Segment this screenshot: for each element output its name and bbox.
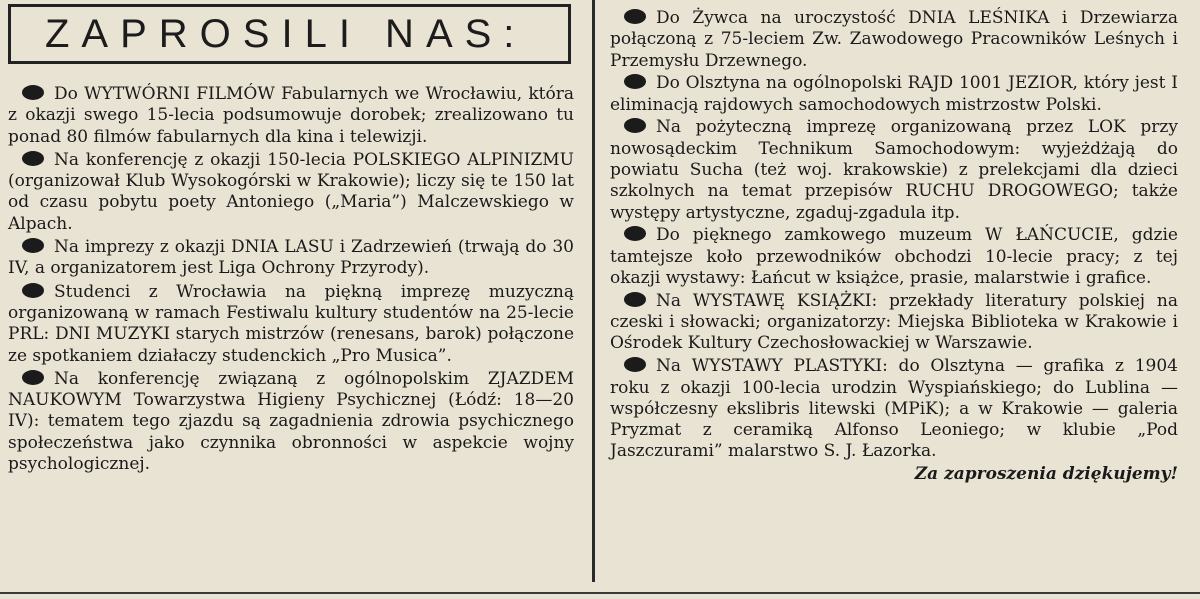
- left-items-list: [8, 84, 574, 475]
- item-text: Na WYSTAWY PLASTYKI: do Olsztyna — grafika z 1904 roku z okazji 100-lecia urodzin Wyspiańskiego; do Lublina — współczesny ekslibris litewski (MPiK); a w Krakowie — galeria Pryzmat z ceramiką Alfonso Leoniego; w klubie „Pod Jaszczurami” malarstwo S. J. Łazorka.: [610, 356, 1178, 462]
- page-title: ZAPROSILI NAS:: [8, 4, 571, 64]
- item-text: Na konferencję z okazji 150-lecia POLSKIEGO ALPINIZMU (organizował Klub Wysokogórski w Krakowie); liczy się te 150 lat od czasu pobytu poety Antoniego („Maria”) Malczewskiego w Alpach.: [8, 149, 574, 234]
- item-text: Na imprezy z okazji DNIA LASU i Zadrzewień (trwają do 30 IV, a organizatorem jest Liga Ochrony Przyrody).: [8, 237, 574, 279]
- column-divider: [592, 0, 595, 582]
- bullet-dot-icon: [624, 9, 646, 24]
- bullet-dot-icon: [624, 118, 646, 133]
- bullet-dot-icon: [624, 292, 646, 307]
- bullet-dot-icon: [22, 283, 44, 298]
- bullet-dot-icon: [22, 151, 44, 166]
- bullet-dot-icon: [624, 226, 646, 241]
- item-text: Na WYSTAWĘ KSIĄŻKI: przekłady literatury polskiej na czeski i słowacki; organizatorzy: Miejska Biblioteka w Krakowie i Ośrodek Kultury Czechosłowackiej w Warszawie.: [610, 290, 1178, 354]
- list-item: [610, 356, 1178, 462]
- bullet-dot-icon: [624, 357, 646, 372]
- item-text: Do Żywca na uroczystość DNIA LEŚNIKA i Drzewiarza połączoną z 75-leciem Zw. Zawodowego Pracowników Leśnych i Przemysłu Drzewnego.: [610, 8, 1178, 71]
- list-item: [8, 282, 574, 367]
- list-item: [8, 150, 574, 235]
- bullet-dot-icon: [22, 238, 44, 253]
- right-column: [600, 0, 1200, 599]
- item-text: Do WYTWÓRNI FILMÓW Fabularnych we Wrocławiu, która z okazji swego 15-lecia podsumowuje dorobek; zrealizowano tu ponad 80 filmów fabularnych dla kina i telewizji.: [8, 84, 574, 147]
- item-text: Do Olsztyna na ogólnopolski RAJD 1001 JEZIOR, który jest I eliminacją rajdowych samochodowych mistrzostw Polski.: [610, 73, 1178, 115]
- closing-line: Za zaproszenia dziękujemy!: [914, 464, 1178, 485]
- list-item: [8, 237, 574, 280]
- right-items-list: [610, 8, 1178, 463]
- bullet-dot-icon: [22, 85, 44, 100]
- bullet-dot-icon: [22, 370, 44, 385]
- item-text: Na konferencję związaną z ogólnopolskim ZJAZDEM NAUKOWYM Towarzystwa Higieny Psychicznej (Łódź: 18—20 IV): tematem tego zjazdu są zagadnienia zdrowia psychicznego społeczeństwa jako czynnika obronności w aspekcie wojny psychologicznej.: [8, 368, 574, 475]
- item-text: Na pożyteczną imprezę organizowaną przez LOK przy nowosądeckim Technikum Samochodowym: wyjeżdżają do powiatu Sucha (też woj. krakowskie) z prelekcjami dla dzieci szkolnych na temat przepisów RUCHU DROGOWEGO; także występy artystyczne, zgaduj-zgadula itp.: [610, 117, 1178, 223]
- list-item: [610, 73, 1178, 116]
- list-item: [610, 117, 1178, 223]
- item-text: Studenci z Wrocławia na piękną imprezę muzyczną organizowaną w ramach Festiwalu kultury studentów na 25-lecie PRL: DNI MUZYKI starych mistrzów (renesans, barok) połączone ze spotkaniem działaczy studenckich „Pro Musica”.: [8, 281, 574, 366]
- list-item: [8, 84, 574, 148]
- list-item: [610, 291, 1178, 355]
- item-text: Do pięknego zamkowego muzeum W ŁAŃCUCIE, gdzie tamtejsze koło przewodników obchodzi 10-lecie pracy; z tej okazji wystawy: Łańcut w książce, prasie, malarstwie i grafice.: [610, 225, 1178, 289]
- list-item: [610, 225, 1178, 289]
- left-column: [0, 0, 590, 599]
- list-item: [8, 369, 574, 475]
- bullet-dot-icon: [624, 74, 646, 89]
- bottom-rule: [0, 592, 1200, 594]
- list-item: [610, 8, 1178, 72]
